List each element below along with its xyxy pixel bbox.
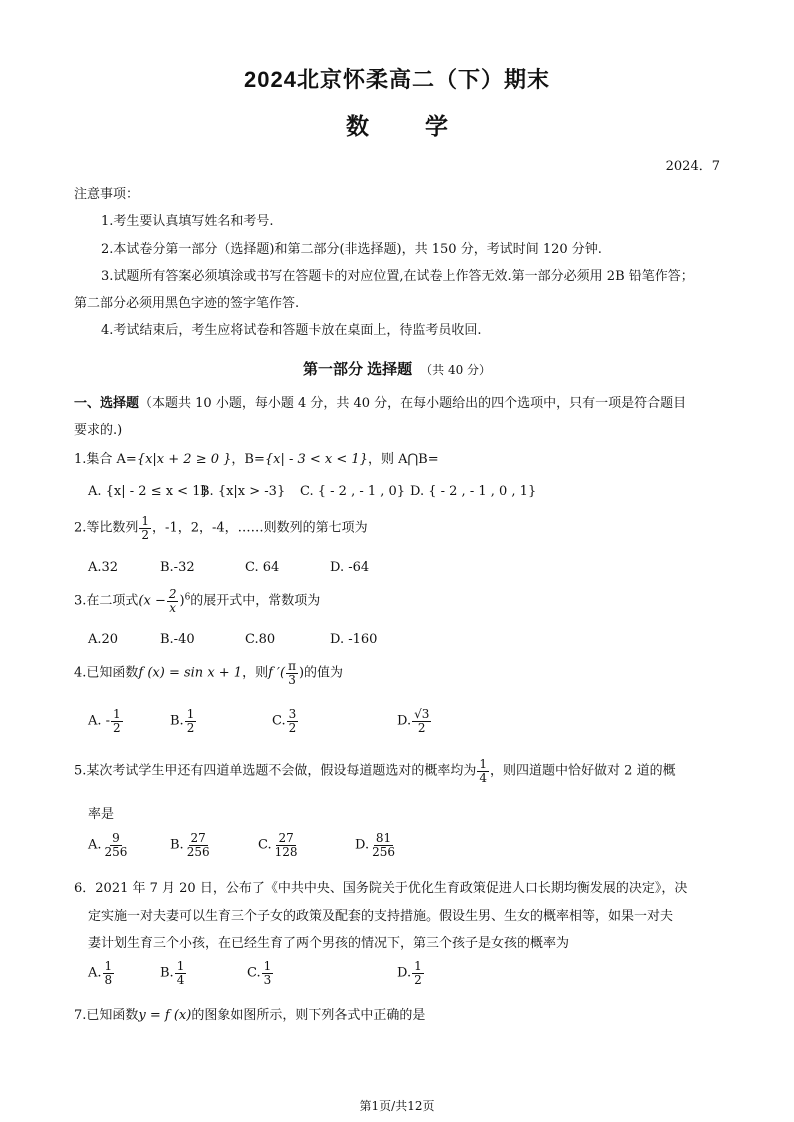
instructions-bold: 一、选择题 xyxy=(74,396,140,411)
exam-subject: 数 学 xyxy=(345,113,472,140)
q2-fraction: $\frac{1}{2}$ xyxy=(141,514,150,542)
q7-suffix: 的图象如图所示，则下列各式中正确的是 xyxy=(191,1008,426,1023)
exam-date: 2024．7 xyxy=(665,159,720,174)
q2-option-c: C. 64 xyxy=(245,560,280,575)
q3-suffix: 的展开式中，常数项为 xyxy=(190,593,321,609)
q3-expr-open: (x − xyxy=(138,593,166,609)
q1-option-d: D. { - 2 , - 1 , 0 , 1} xyxy=(410,484,537,499)
question-6-line1: 6．2021 年 7 月 20 日，公布了《中共中央、国务院关于优化生育政策促进人口长期均衡发展的决定》，决 xyxy=(74,881,688,896)
q5-line2: 率是 xyxy=(88,807,115,822)
q3-option-b: B.-40 xyxy=(160,632,195,647)
exam-title: 2024北京怀柔高二（下）期末 xyxy=(244,67,550,92)
q4-option-c: C. $\frac{3}{2}$ xyxy=(272,707,297,735)
question-5-stem xyxy=(74,758,676,784)
notice-item: 3.试题所有答案必须填涂或书写在答题卡的对应位置,在试卷上作答无效.第一部分必须用 2B 铅笔作答； xyxy=(101,269,694,284)
q4-option-a: A. - $\frac{1}{2}$ xyxy=(88,707,121,735)
q3-fraction: $\frac{2}{x}$ xyxy=(168,587,177,615)
q3-option-d: D. -160 xyxy=(330,632,378,647)
q1-mid: ，B= xyxy=(231,452,265,467)
q6-option-c: C. $\frac{1}{3}$ xyxy=(247,959,272,987)
notice-item: 第二部分必须用黑色字迹的签字笔作答. xyxy=(74,296,300,311)
q3-option-a: A.20 xyxy=(88,632,119,647)
q4-function: f (x) = sin x + 1 xyxy=(138,665,243,681)
q4-suffix: 的值为 xyxy=(304,665,344,681)
notice-item: 1.考生要认真填写姓名和考号. xyxy=(101,214,274,229)
q3-prefix: 3.在二项式 xyxy=(74,593,139,609)
question-4-stem xyxy=(74,660,343,686)
instructions-line xyxy=(74,392,686,411)
q3-exponent: 6 xyxy=(184,592,191,603)
q5-option-a: A. $\frac{9}{256}$ xyxy=(88,831,128,859)
q4-derivative: f ′( xyxy=(268,665,286,681)
q1-set-b: {x| - 3 < x < 1} xyxy=(264,452,368,467)
question-6-line3: 妻计划生育三个小孩，在已经生育了两个男孩的情况下，第三个孩子是女孩的概率为 xyxy=(88,936,570,951)
question-3-stem xyxy=(74,588,320,614)
question-6-line2: 定实施一对夫妻可以生育三个子女的政策及配套的支持措施。假设生男、生女的概率相等，如果一对夫 xyxy=(88,909,674,924)
q1-prefix: 1.集合 A= xyxy=(74,452,137,467)
q4-prefix: 4.已知函数 xyxy=(74,665,139,681)
q1-option-c: C. { - 2 , - 1 , 0} xyxy=(300,484,406,499)
question-7-stem xyxy=(74,1004,425,1023)
question-2-stem xyxy=(74,515,368,541)
notice-item: 4.考试结束后，考生应将试卷和答题卡放在桌面上，待监考员收回. xyxy=(101,323,482,338)
instructions-line2: 要求的.) xyxy=(74,423,123,438)
q3-option-c: C.80 xyxy=(245,632,276,647)
q4-derivative-close: ) xyxy=(298,665,305,681)
notice-heading: 注意事项： xyxy=(74,187,140,202)
q1-option-b: B. {x|x > -3} xyxy=(200,484,286,499)
q4-option-d: D. $\frac{√3}{2}$ xyxy=(397,707,430,735)
instructions-text: （本题共 10 小题，每小题 4 分，共 40 分，在每小题给出的四个选项中，只有一项是符合题目 xyxy=(139,396,687,411)
q7-function: y = f (x) xyxy=(138,1008,192,1023)
q4-option-b: B. $\frac{1}{2}$ xyxy=(170,707,195,735)
q7-prefix: 7.已知函数 xyxy=(74,1008,139,1023)
q6-option-d: D. $\frac{1}{2}$ xyxy=(397,959,422,987)
q4-mid: ，则 xyxy=(242,665,269,681)
section-heading xyxy=(0,358,794,379)
q5-fraction: $\frac{1}{4}$ xyxy=(479,757,488,785)
q2-prefix: 2.等比数列 xyxy=(74,520,139,536)
q2-option-a: A.32 xyxy=(88,560,119,575)
page-number: 第1页/共12页 xyxy=(359,1099,435,1113)
q3-expr-close: ) xyxy=(179,593,185,609)
q5-option-d: D. $\frac{81}{256}$ xyxy=(355,831,395,859)
q5-option-b: B. $\frac{27}{256}$ xyxy=(170,831,210,859)
q2-option-d: D. -64 xyxy=(330,560,370,575)
q6-option-b: B. $\frac{1}{4}$ xyxy=(160,959,185,987)
notice-item: 2.本试卷分第一部分（选择题)和第二部分(非选择题)，共 150 分，考试时间 120 分钟. xyxy=(101,242,602,257)
q5-option-c: C. $\frac{27}{128}$ xyxy=(258,831,298,859)
q1-set-a: {x|x + 2 ≥ 0 } xyxy=(136,452,232,467)
q5-suffix: ，则四道题中恰好做对 2 道的概 xyxy=(490,763,676,779)
section-points: （共 40 分） xyxy=(420,363,492,377)
q4-fraction: $\frac{\pi}{3}$ xyxy=(288,659,296,687)
q5-prefix: 5.某次考试学生甲还有四道单选题不会做，假设每道题选对的概率均为 xyxy=(74,763,477,779)
section-title: 第一部分 选择题 xyxy=(302,361,413,378)
q1-suffix: ，则 A⋂B= xyxy=(367,452,439,467)
q2-option-b: B.-32 xyxy=(160,560,195,575)
q2-suffix: ，-1，2，-4，……则数列的第七项为 xyxy=(152,520,368,536)
q1-option-a: A. {x| - 2 ≤ x < 1} xyxy=(88,484,209,499)
q6-option-a: A. $\frac{1}{8}$ xyxy=(88,959,113,987)
question-1-stem xyxy=(74,448,439,467)
